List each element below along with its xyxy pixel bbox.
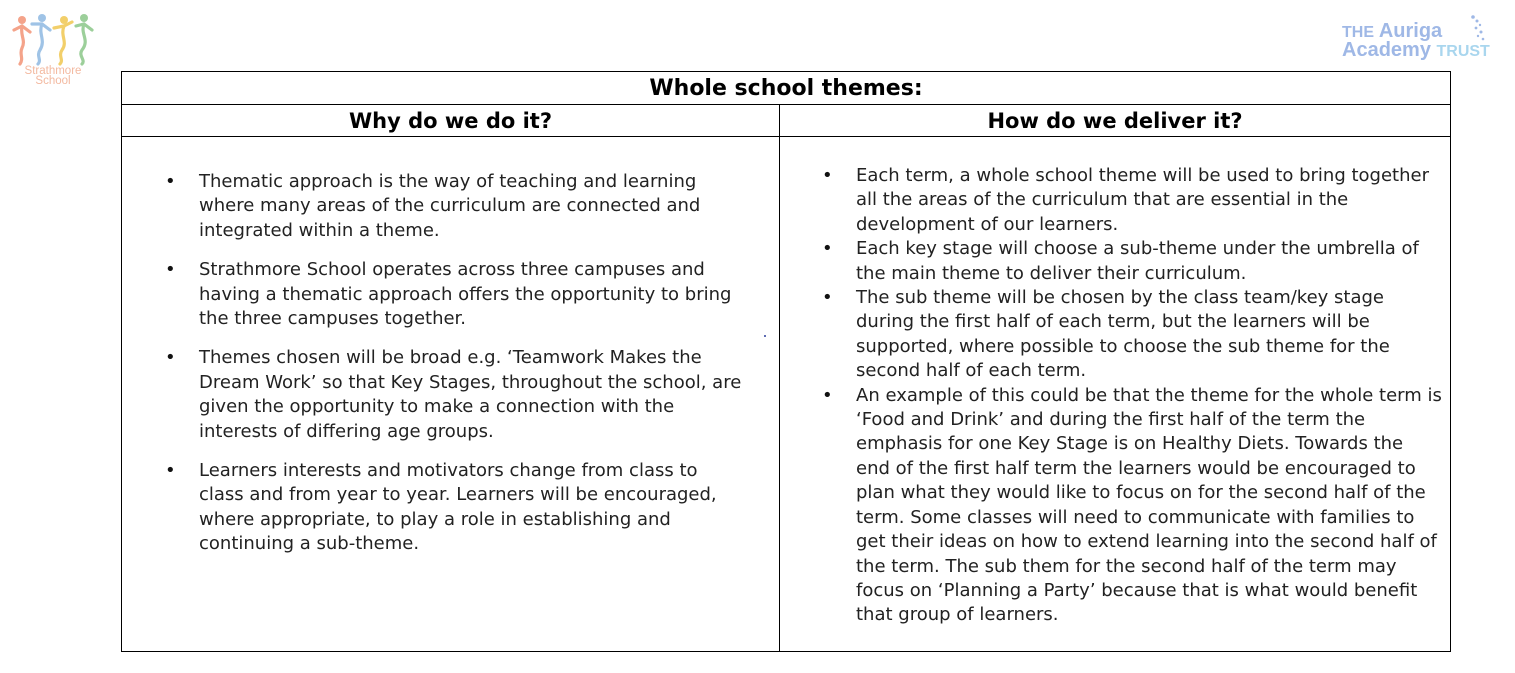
why-bullet: • Themes chosen will be broad e.g. ‘Teamwork Makes the Dream Work’ so that Key Stages, throughout the school, are given the opportunity to make a connection with the interests of differing age groups.	[165, 346, 745, 444]
how-bullet: • Each key stage will choose a sub-theme under the umbrella of the main theme to deliver their curriculum.	[822, 237, 1442, 286]
strathmore-school-logo	[10, 12, 98, 92]
why-bullet: • Thematic approach is the way of teaching and learning where many areas of the curriculum are connected and integrated within a theme.	[165, 170, 745, 243]
auriga-academy-trust-logo	[1340, 14, 1512, 64]
how-bullet: • Each term, a whole school theme will be used to bring together all the areas of the curriculum that are essential in the development of our learners.	[822, 164, 1442, 237]
table-title: Whole school themes:	[122, 72, 1451, 105]
why-bullet-list	[165, 170, 745, 572]
dancing-figures-icon	[10, 12, 96, 66]
school-logo-name-line2: School	[35, 75, 71, 87]
how-bullet-list	[822, 164, 1442, 628]
how-bullet: • An example of this could be that the theme for the whole term is ‘Food and Drink’ and during the first half of the term the emphasis for one Key Stage is on Healthy Diets. Towards the end of the first half term the learners would be encouraged to plan what they would like to focus on for the second half of the term. Some classes will need to communicate with families to get their ideas on how to extend learning into the second half of the term. The sub them for the second half of the term may focus on ‘Planning a Party’ because that is what would benefit that group of learners.	[822, 384, 1442, 628]
trust-logo-auriga: Auriga	[1378, 20, 1443, 42]
school-logo-name-line1: Strathmore	[24, 65, 82, 77]
why-bullet: • Learners interests and motivators change from class to class and from year to year. Learners will be encouraged, where appropriate, to play a role in establishing and continuing a sub-theme.	[165, 459, 745, 557]
stray-dot	[764, 335, 766, 337]
school-logo-name	[10, 66, 96, 86]
why-cell	[122, 137, 780, 652]
whole-school-themes-table	[121, 71, 1451, 652]
trust-logo-academy: Academy	[1342, 39, 1431, 61]
how-bullet: • The sub theme will be chosen by the class team/key stage during the first half of each term, but the learners will be supported, where possible to choose the sub theme for the second half of each term.	[822, 286, 1442, 384]
how-cell	[780, 137, 1451, 652]
trust-logo-the: THE	[1342, 24, 1374, 41]
star-constellation-icon	[1468, 14, 1488, 44]
column-heading-why: Why do we do it?	[122, 105, 780, 137]
column-heading-how: How do we deliver it?	[780, 105, 1451, 137]
trust-logo-trust: TRUST	[1436, 43, 1490, 60]
why-bullet: • Strathmore School operates across three campuses and having a thematic approach offers the opportunity to bring the three campuses together.	[165, 258, 745, 331]
